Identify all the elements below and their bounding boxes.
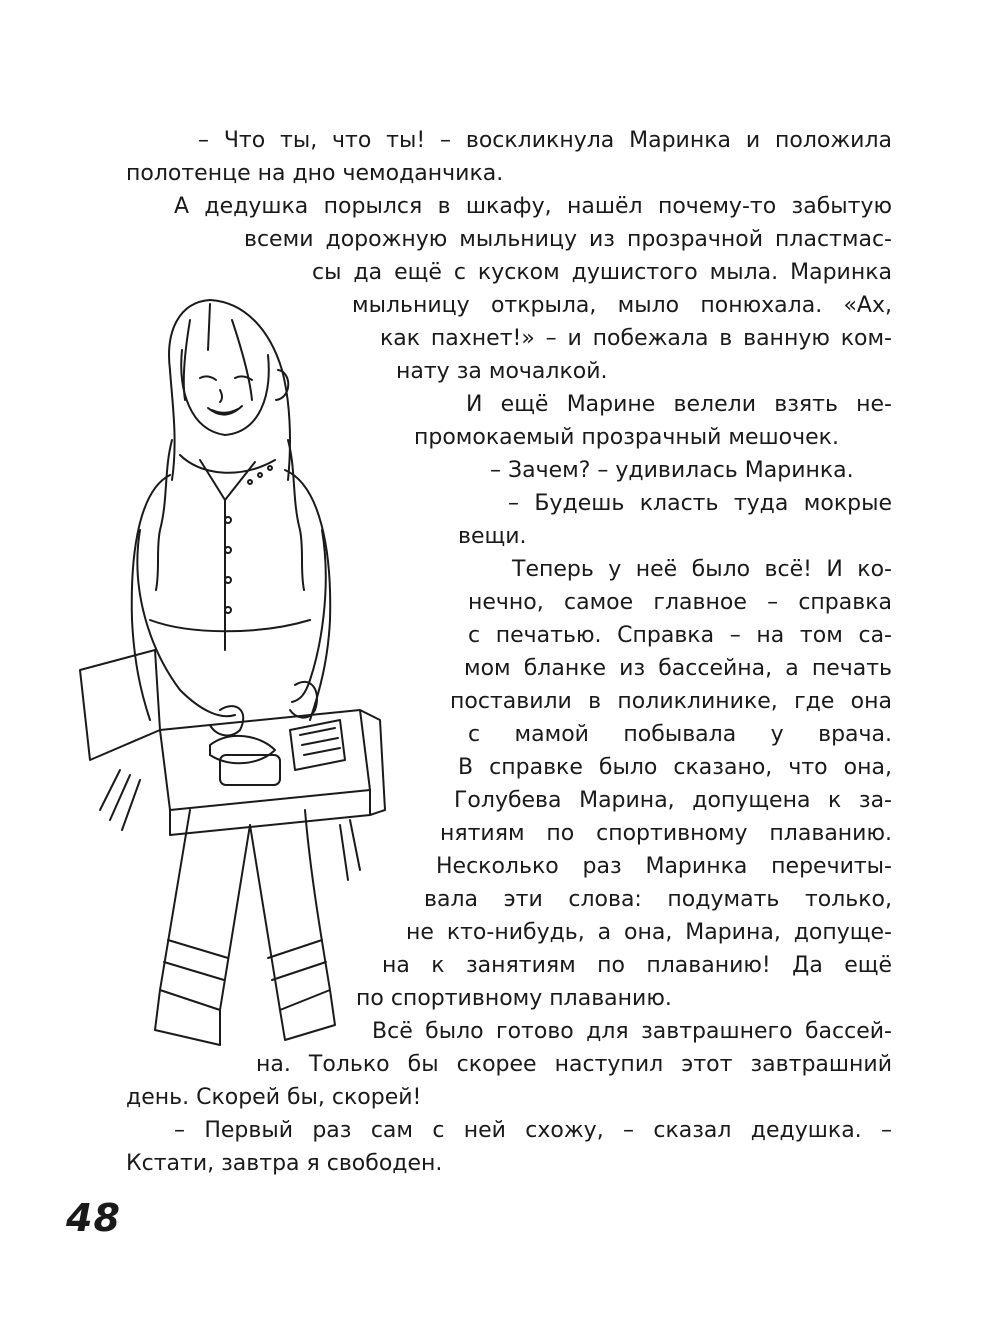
- text-line: на к занятиям по плаванию! Да ещё: [382, 953, 892, 978]
- text-line: мыльницу открыла, мыло понюхала. «Ах,: [352, 293, 892, 318]
- text-line: всеми дорожную мыльницу из прозрачной пластмас-: [244, 227, 892, 252]
- text-line: полотенце на дно чемоданчика.: [126, 161, 504, 186]
- text-line: – Зачем? – удивилась Маринка.: [490, 458, 854, 483]
- page-number: 48: [66, 1196, 121, 1240]
- text-line: В справке было сказано, что она,: [458, 755, 892, 780]
- text-line: нату за мочалкой.: [396, 359, 608, 384]
- text-line: вещи.: [458, 524, 527, 549]
- text-line: А дедушка порылся в шкафу, нашёл почему-то забытую: [174, 194, 892, 219]
- text-line: Всё было готово для завтрашнего бассей-: [372, 1019, 892, 1044]
- text-line: мом бланке из бассейна, а печать: [464, 656, 892, 681]
- text-line: – Первый раз сам с ней схожу, – сказал дедушка. –: [174, 1118, 892, 1143]
- text-line: Теперь у неё было всё! И ко-: [512, 557, 892, 582]
- text-line: не кто-нибудь, а она, Марина, допуще-: [406, 920, 892, 945]
- text-line: поставили в поликлинике, где она: [450, 689, 892, 714]
- text-line: – Что ты, что ты! – воскликнула Маринка и положила: [198, 128, 892, 153]
- text-line: Голубева Марина, допущена к за-: [454, 788, 892, 813]
- text-line: на. Только бы скорее наступил этот завтрашний: [256, 1052, 892, 1077]
- text-line: по спортивному плаванию.: [356, 986, 672, 1011]
- text-line: с мамой побывала у врача.: [468, 722, 892, 747]
- text-line: Кстати, завтра я свободен.: [126, 1151, 443, 1176]
- text-line: сы да ещё с куском душистого мыла. Маринка: [312, 260, 892, 285]
- text-line: Несколько раз Маринка перечиты-: [436, 854, 892, 879]
- text-line: день. Скорей бы, скорей!: [126, 1085, 422, 1110]
- text-line: промокаемый прозрачный мешочек.: [414, 425, 839, 450]
- text-line: как пахнет!» – и побежала в ванную ком-: [380, 326, 892, 351]
- text-line: нятиям по спортивному плаванию.: [440, 821, 892, 846]
- text-line: вала эти слова: подумать только,: [424, 887, 892, 912]
- girl-packing-suitcase-illustration: [60, 290, 390, 1050]
- text-line: – Будешь класть туда мокрые: [508, 491, 892, 516]
- text-line: нечно, самое главное – справка: [468, 590, 892, 615]
- text-line: И ещё Марине велели взять не-: [466, 392, 892, 417]
- text-line: с печатью. Справка – на том са-: [468, 623, 892, 648]
